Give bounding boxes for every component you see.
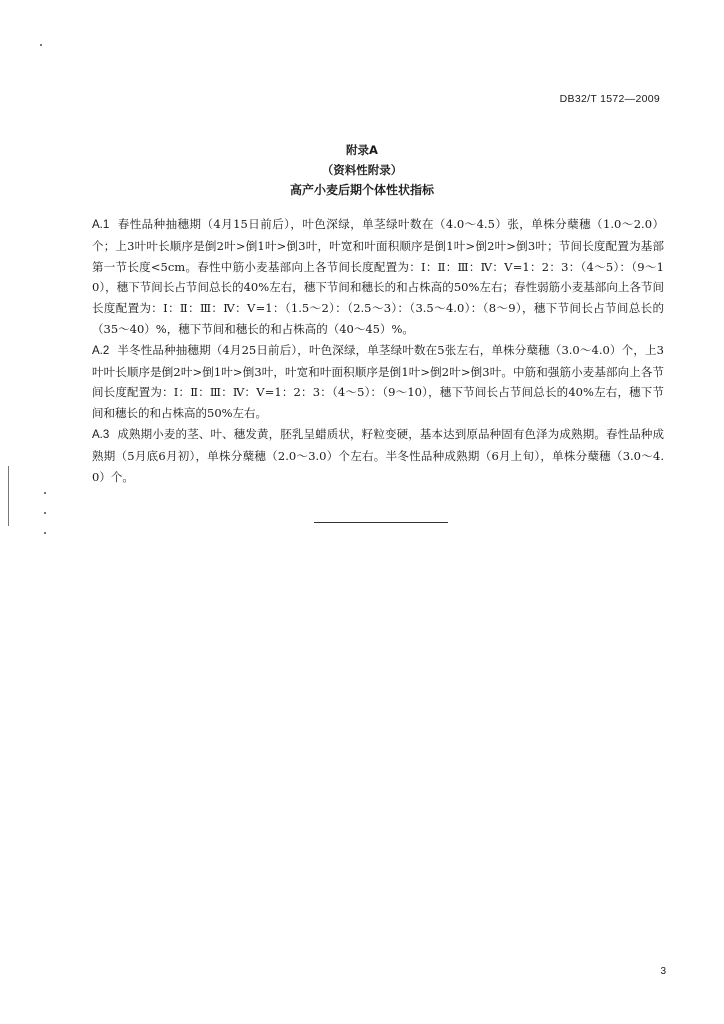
- paragraph-number: A.3: [92, 428, 110, 441]
- paragraph-text: 成熟期小麦的茎、叶、穗发黄，胚乳呈蜡质状，籽粒变硬，基本达到原品种固有色泽为成熟期。春性品种成熟期（5月底6月初），单株分蘖穗（2.0～3.0）个左右。半冬性品种成熟期（6月上旬），单株分蘖穗（3.0～4.0）个。: [92, 426, 664, 484]
- body-text: [92, 214, 664, 487]
- paragraph-text: 春性品种抽穗期（4月15日前后），叶色深绿，单茎绿叶数在（4.0～4.5）张，单株分蘖穗（1.0～2.0）个；上3叶叶长顺序是倒2叶>倒1叶>倒3叶，叶宽和叶面积顺序是倒1叶>倒2叶>倒3叶；节间长度配置为基部第一节长度<5cm。春性中筋小麦基部向上各节间长度配置为：Ⅰ：Ⅱ：Ⅲ：Ⅳ：Ⅴ=1：2：3：（4～5）：（9～10），穗下节间长占节间总长的40%左右，穗下节间和穗长的和占株高的50%左右；春性弱筋小麦基部向上各节间长度配置为：Ⅰ：Ⅱ：Ⅲ：Ⅳ：Ⅴ=1：（1.5～2）：（2.5～3）：（3.5～4.0）：（8～9），穗下节间长占节间总长的（35～40）%，穗下节间和穗长的和占株高的（40～45）%。: [92, 217, 664, 336]
- page-number: 3: [660, 966, 666, 977]
- scan-mark: [44, 512, 46, 514]
- paragraph-text: 半冬性品种抽穗期（4月25日前后），叶色深绿，单茎绿叶数在5张左右，单株分蘖穗（3.0～4.0）个，上3叶叶长顺序是倒2叶>倒1叶>倒3叶，叶宽和叶面积顺序是倒1叶>倒2叶>倒3叶。中筋和强筋小麦基部向上各节间长度配置为：Ⅰ：Ⅱ：Ⅲ：Ⅳ：Ⅴ=1：2：3：（4～5）：（9～10），穗下节间长占节间总长的40%左右，穗下节间和穗长的和占株高的50%左右。: [92, 342, 664, 421]
- annex-heading: [0, 140, 724, 200]
- annex-subject: 高产小麦后期个体性状指标: [289, 183, 434, 197]
- annex-type: （资料性附录）: [321, 163, 403, 177]
- scan-mark: [8, 466, 9, 526]
- scan-mark: [44, 532, 46, 534]
- scan-mark: [40, 44, 42, 46]
- paragraph-number: A.1: [92, 219, 110, 231]
- scan-mark: [44, 492, 46, 494]
- paragraph-a3: [92, 424, 664, 487]
- document-code: DB32/T 1572—2009: [559, 93, 660, 105]
- paragraph-a2: [92, 340, 664, 424]
- paragraph-number: A.2: [92, 344, 110, 357]
- end-rule: [314, 522, 448, 523]
- annex-title: 附录A: [346, 143, 378, 157]
- paragraph-a1: [92, 214, 664, 340]
